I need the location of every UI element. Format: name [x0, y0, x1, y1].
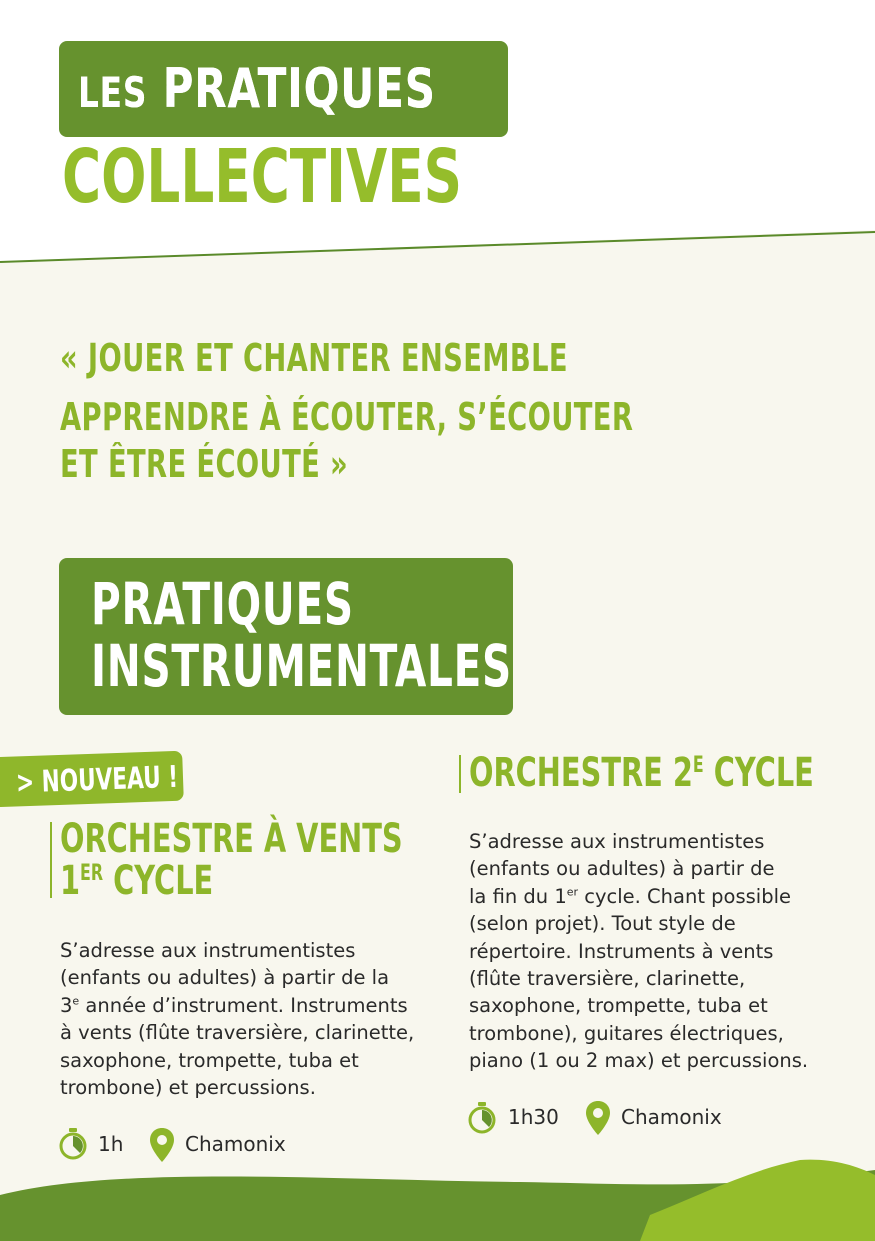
- left-title-rest: CYCLE: [103, 858, 214, 904]
- quote-line-3: ET ÊTRE ÉCOUTÉ »: [60, 442, 349, 486]
- right-para-a: la fin du 1: [469, 884, 567, 908]
- left-para-line: (enfants ou adultes) à partir de la: [60, 966, 390, 990]
- new-badge-label: > NOUVEAU !: [15, 759, 179, 801]
- left-title-line-1: ORCHESTRE À VENTS: [60, 816, 403, 862]
- right-para-sup: er: [566, 885, 579, 899]
- title-pratiques: PRATIQUES: [162, 57, 436, 120]
- right-description: [469, 828, 815, 1075]
- left-title-sup: ER: [80, 861, 104, 886]
- left-title-line-2: [60, 858, 213, 904]
- right-para-line: [469, 883, 815, 910]
- left-para-line: à vents (flûte traversière, clarinette,: [60, 1021, 415, 1045]
- right-title-a: ORCHESTRE 2: [469, 750, 693, 796]
- left-duration: 1h: [98, 1132, 124, 1156]
- stopwatch-icon: [58, 1127, 88, 1161]
- right-para-line: (selon projet). Tout style de: [469, 912, 736, 936]
- section-title-line-1: PRATIQUES: [91, 570, 354, 638]
- title-collectives: COLLECTIVES: [62, 134, 462, 220]
- left-para-line: S’adresse aux instrumentistes: [60, 939, 356, 962]
- title-les: LES: [78, 68, 148, 117]
- right-para-line: répertoire. Instruments à vents: [469, 939, 774, 963]
- right-duration: 1h30: [508, 1105, 559, 1129]
- left-para-line: saxophone, trompette, tuba et: [60, 1048, 359, 1072]
- new-badge: [0, 751, 184, 808]
- main-title-top: [78, 48, 436, 134]
- left-title-bar: [50, 822, 52, 898]
- left-para-line: trombone) et percussions.: [60, 1076, 316, 1100]
- quote-line-2: APPRENDRE À ÉCOUTER, S’ÉCOUTER: [60, 395, 634, 439]
- right-para-line: (flûte traversière, clarinette,: [469, 967, 746, 991]
- left-location: Chamonix: [185, 1132, 286, 1156]
- right-para-line: S’adresse aux instrumentistes: [469, 830, 765, 853]
- left-description: [60, 937, 422, 1101]
- left-title-num: 1: [60, 858, 81, 904]
- right-para-line: piano (1 ou 2 max) et percussions.: [469, 1049, 809, 1073]
- quote-line-1: « JOUER ET CHANTER ENSEMBLE: [60, 336, 568, 380]
- right-para-b: cycle. Chant possible: [578, 884, 792, 908]
- left-para-num: 3: [60, 993, 73, 1017]
- right-para-line: (enfants ou adultes) à partir de: [469, 857, 775, 881]
- right-title-b: CYCLE: [703, 750, 814, 796]
- right-title-bar: [459, 755, 461, 793]
- right-para-line: saxophone, trompette, tuba et: [469, 994, 768, 1018]
- right-location: Chamonix: [621, 1105, 722, 1129]
- location-pin-icon: [149, 1127, 175, 1163]
- left-para-line: [60, 992, 422, 1019]
- stopwatch-icon: [467, 1101, 497, 1135]
- right-para-line: trombone), guitares électriques,: [469, 1021, 784, 1045]
- left-para-sup: e: [72, 994, 80, 1008]
- left-para-rest: année d’instrument. Instruments: [79, 993, 408, 1017]
- section-title-line-2: INSTRUMENTALES: [91, 632, 512, 700]
- right-title: [469, 750, 814, 796]
- location-pin-icon: [585, 1100, 611, 1136]
- right-title-sup: E: [692, 753, 704, 778]
